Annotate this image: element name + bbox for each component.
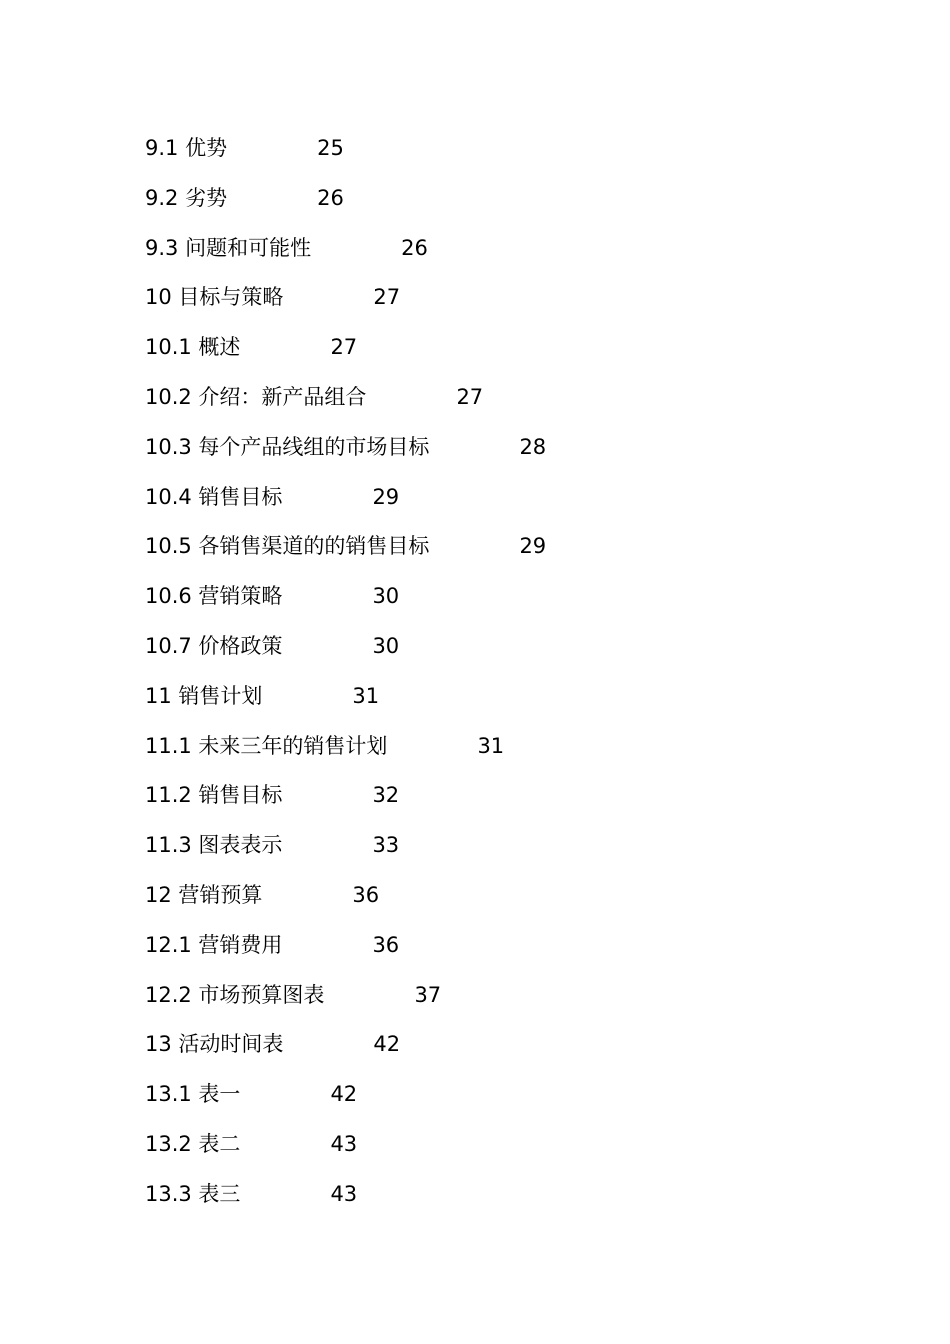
toc-entry[interactable] — [145, 233, 546, 283]
toc-entry[interactable] — [145, 183, 546, 233]
toc-entry-label: 9.3 问题和可能性 — [145, 235, 312, 260]
toc-entry[interactable] — [145, 1179, 546, 1229]
toc-entry-page-number: 42 — [330, 1082, 358, 1107]
toc-entry[interactable] — [145, 382, 546, 432]
toc-entry[interactable] — [145, 780, 546, 830]
toc-entry[interactable] — [145, 1129, 546, 1179]
toc-entry-label: 9.2 劣势 — [145, 185, 228, 210]
toc-entry-label: 10.2 介绍：新产品组合 — [145, 384, 367, 409]
toc-entry-label: 10.1 概述 — [145, 335, 241, 360]
toc-entry-page-number: 27 — [330, 335, 358, 360]
toc-entry-page-number: 26 — [401, 235, 428, 260]
toc-entry-page-number: 36 — [372, 932, 400, 957]
toc-entry-label: 10 目标与策略 — [145, 285, 284, 310]
toc-entry-page-number: 31 — [477, 733, 505, 758]
toc-entry-page-number: 29 — [519, 534, 547, 559]
toc-entry-page-number: 27 — [456, 384, 484, 409]
toc-entry-label: 13.3 表三 — [145, 1181, 241, 1206]
toc-entry-label: 10.3 每个产品线组的市场目标 — [145, 434, 430, 459]
toc-entry-label: 13 活动时间表 — [145, 1032, 284, 1057]
toc-entry-label: 13.1 表一 — [145, 1082, 241, 1107]
toc-entry[interactable] — [145, 581, 546, 631]
toc-entry-page-number: 28 — [519, 434, 547, 459]
toc-entry[interactable] — [145, 282, 546, 332]
toc-entry-label: 9.1 优势 — [145, 136, 228, 160]
toc-entry-page-number: 25 — [317, 136, 344, 160]
toc-entry-label: 11.3 图表表示 — [145, 833, 283, 858]
toc-entry-label: 10.7 价格政策 — [145, 633, 283, 658]
toc-entry[interactable] — [145, 631, 546, 681]
toc-entry-page-number: 29 — [372, 484, 400, 509]
toc-entry-label: 11.2 销售目标 — [145, 783, 283, 808]
toc-entry[interactable] — [145, 980, 546, 1030]
toc-entry-label: 12.1 营销费用 — [145, 932, 283, 957]
toc-entry[interactable] — [145, 681, 546, 731]
toc-entry-page-number: 31 — [352, 683, 380, 708]
toc-entry[interactable] — [145, 332, 546, 382]
toc-entry-label: 10.5 各销售渠道的的销售目标 — [145, 534, 430, 559]
toc-entry[interactable] — [145, 880, 546, 930]
toc-entry[interactable] — [145, 432, 546, 482]
toc-entry-label: 11.1 未来三年的销售计划 — [145, 733, 388, 758]
toc-entry[interactable] — [145, 731, 546, 781]
toc-entry-page-number: 27 — [373, 285, 401, 310]
toc-entry-label: 12.2 市场预算图表 — [145, 982, 325, 1007]
toc-entry-page-number: 26 — [317, 185, 344, 210]
toc-entry-page-number: 33 — [372, 833, 400, 858]
toc-entry-label: 12 营销预算 — [145, 882, 263, 907]
toc-entry[interactable] — [145, 482, 546, 532]
toc-entry-page-number: 37 — [414, 982, 442, 1007]
toc-entry-page-number: 30 — [372, 633, 400, 658]
toc-entry[interactable] — [145, 1029, 546, 1079]
toc-entry-label: 11 销售计划 — [145, 683, 263, 708]
toc-entry-page-number: 43 — [330, 1131, 358, 1156]
toc-entry[interactable] — [145, 133, 546, 183]
toc-entry-label: 10.4 销售目标 — [145, 484, 283, 509]
toc-entry[interactable] — [145, 930, 546, 980]
table-of-contents — [145, 133, 546, 1229]
toc-entry[interactable] — [145, 830, 546, 880]
toc-entry-page-number: 30 — [372, 584, 400, 609]
toc-entry-page-number: 32 — [372, 783, 400, 808]
toc-entry-page-number: 42 — [373, 1032, 401, 1057]
toc-entry[interactable] — [145, 1079, 546, 1129]
toc-entry-page-number: 43 — [330, 1181, 358, 1206]
toc-entry-page-number: 36 — [352, 882, 380, 907]
toc-entry-label: 10.6 营销策略 — [145, 584, 283, 609]
toc-entry-label: 13.2 表二 — [145, 1131, 241, 1156]
toc-entry[interactable] — [145, 531, 546, 581]
